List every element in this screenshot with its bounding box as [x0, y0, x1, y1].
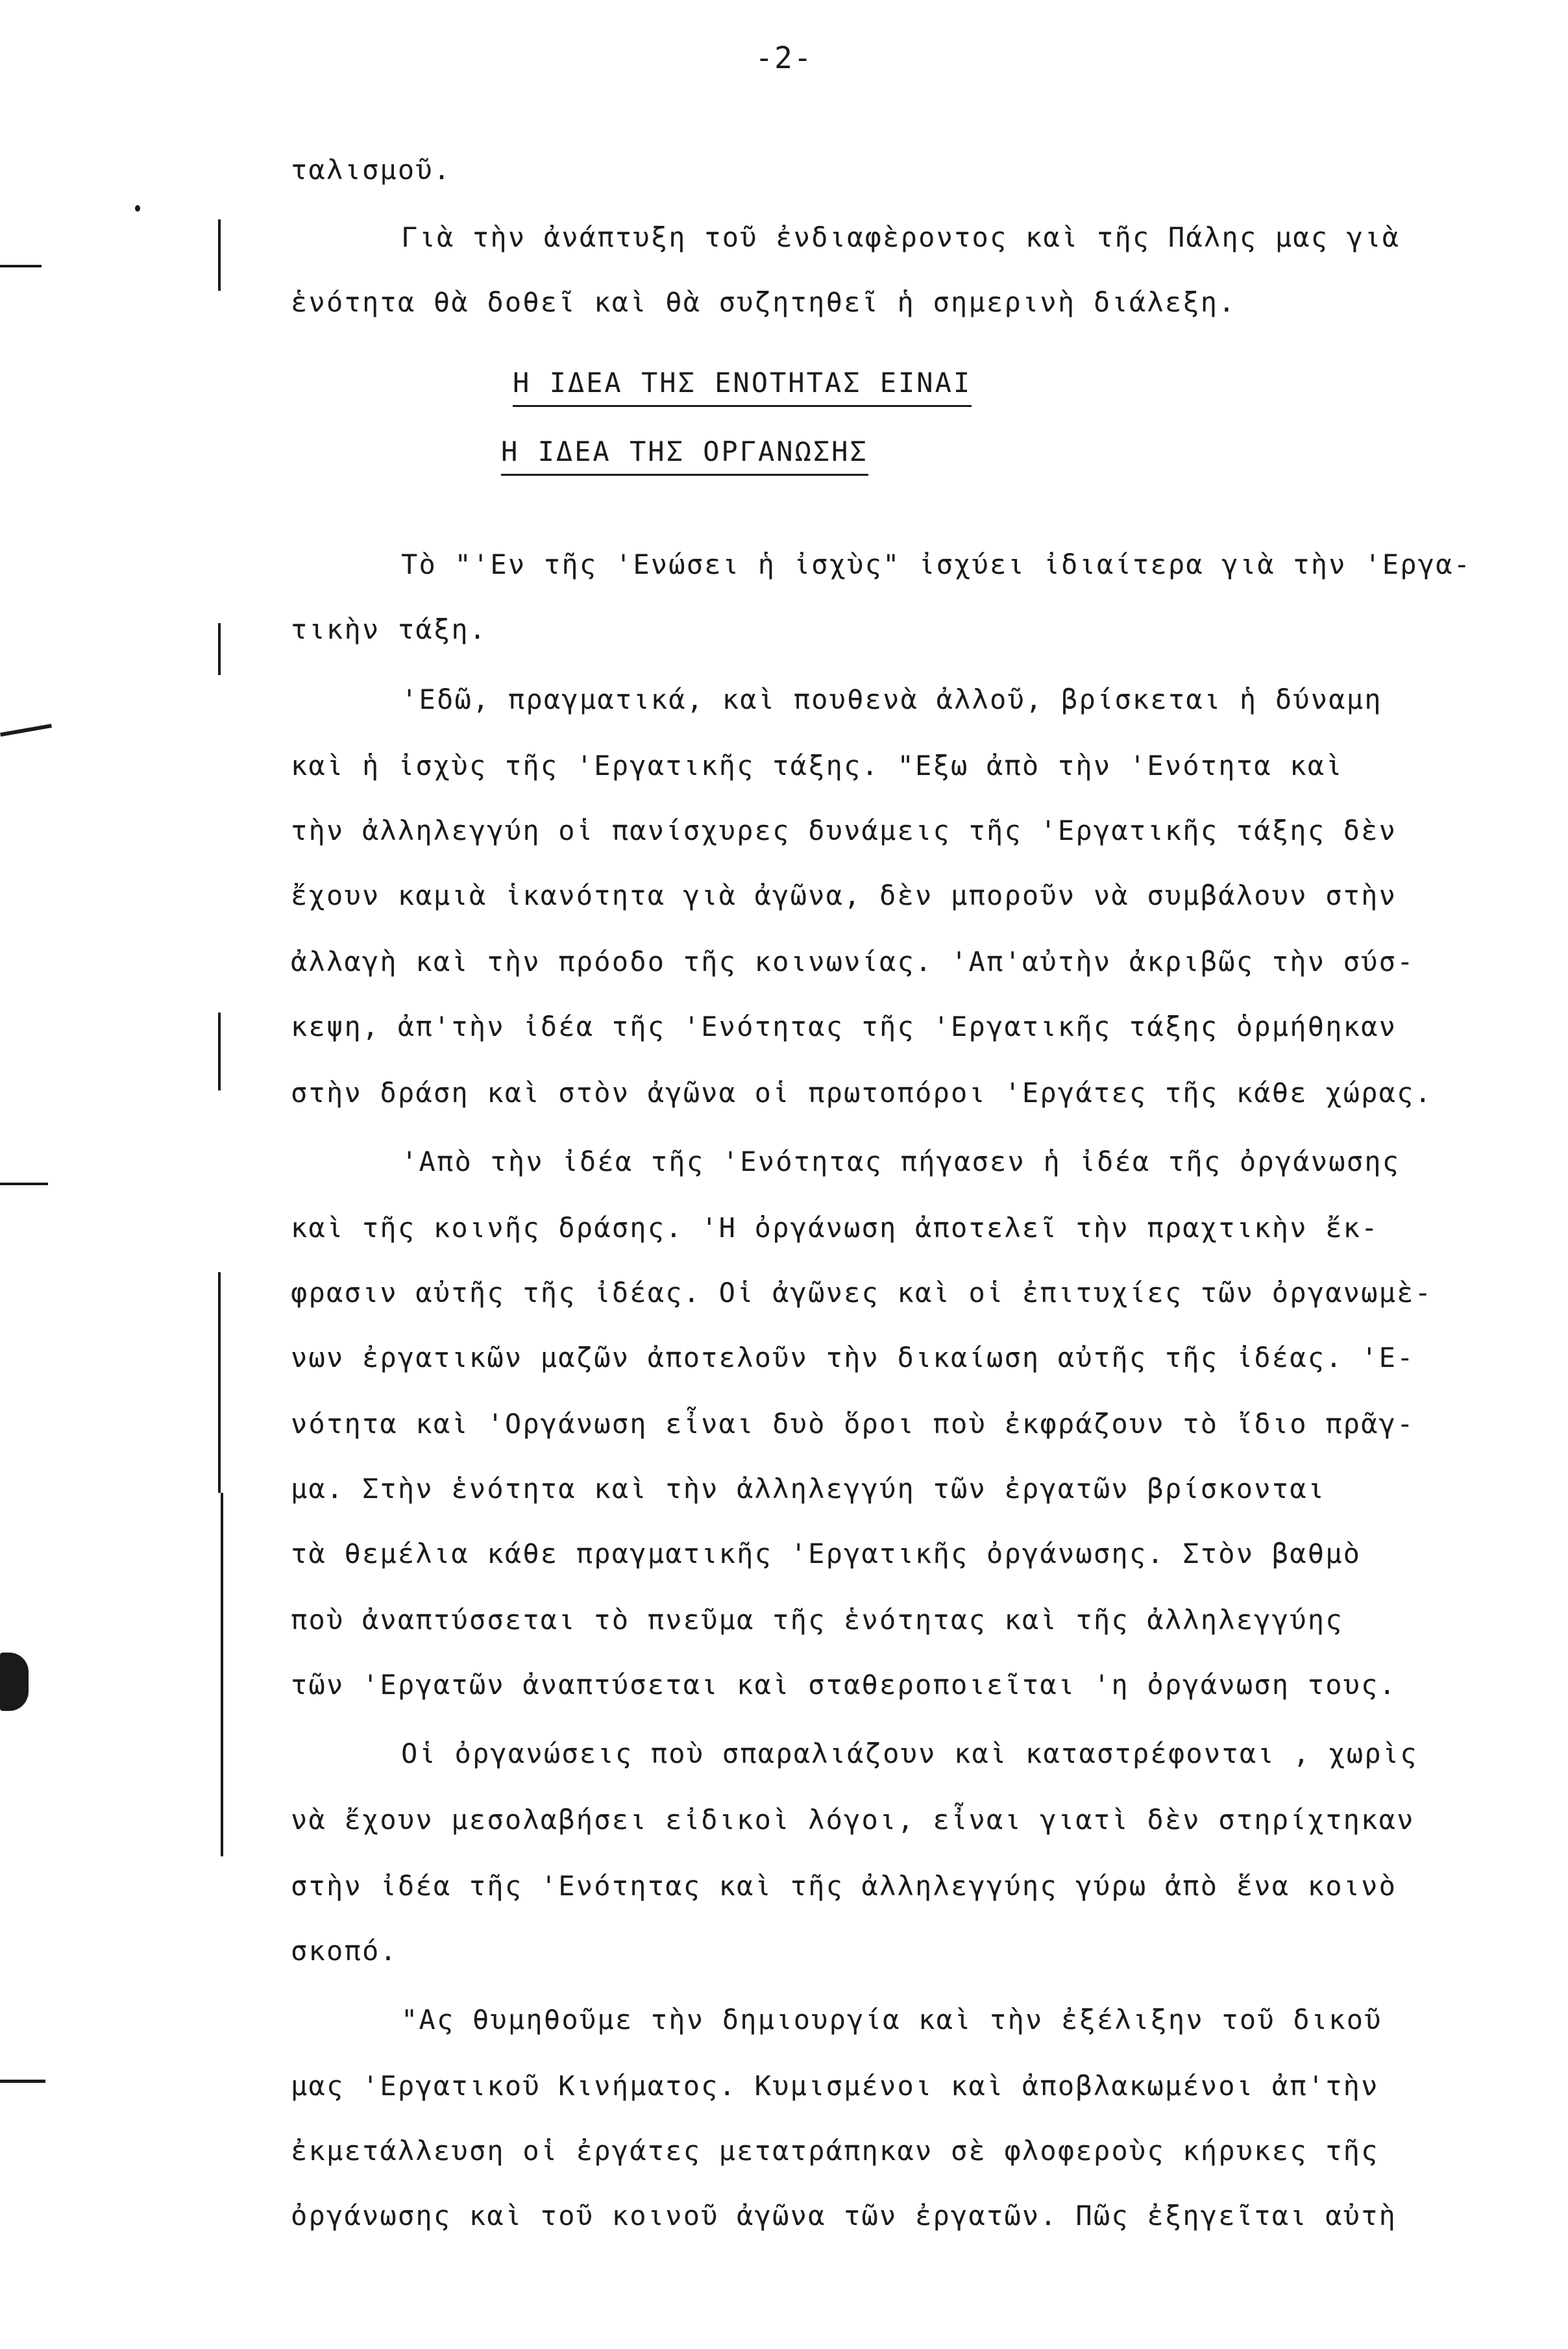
body-line: μας 'Εργατικοῦ Κινήματος. Κυμισμένοι καὶ ἀποβλακωμένοι ἀπ'τὴν [291, 2070, 1379, 2102]
body-line: "Ας θυμηθοῦμε τὴν δημιουργία καὶ τὴν ἐξέλιξην τοῦ δικοῦ [401, 2004, 1382, 2035]
body-line: 'Απὸ τὴν ἰδέα τῆς 'Ενότητας πήγασεν ἡ ἰδέα τῆς ὀργάνωσης [401, 1146, 1401, 1177]
body-line: ταλισμοῦ. [291, 154, 452, 186]
body-line: νων ἐργατικῶν μαζῶν ἀποτελοῦν τὴν δικαίωση αὐτῆς τῆς ἰδέας. 'Ε- [291, 1342, 1415, 1373]
body-line: τὴν ἀλληλεγγύη οἱ πανίσχυρες δυνάμεις τῆς 'Εργατικῆς τάξης δὲν [291, 815, 1397, 846]
body-line: ποὺ ἀναπτύσσεται τὸ πνεῦμα τῆς ἑνότητας καὶ τῆς ἀλληλεγγύης [291, 1604, 1343, 1636]
body-line: κεψη, ἀπ'τὴν ἰδέα τῆς 'Ενότητας τῆς 'Εργατικῆς τάξης ὁρμήθηκαν [291, 1011, 1397, 1042]
margin-mark [0, 1183, 48, 1185]
margin-mark [0, 1653, 29, 1711]
body-line: καὶ ἡ ἰσχὺς τῆς 'Εργατικῆς τάξης. "Εξω ἀπὸ τὴν 'Ενότητα καὶ [291, 750, 1343, 781]
body-line: τὰ θεμέλια κάθε πραγματικῆς 'Εργατικῆς ὀργάνωσης. Στὸν βαθμὸ [291, 1538, 1362, 1569]
body-line: ἀλλαγὴ καὶ τὴν πρόοδο τῆς κοινωνίας. 'Απ'αὐτὴν ἀκριβῶς τὴν σύσ- [291, 946, 1415, 978]
margin-mark [218, 1013, 221, 1090]
margin-mark [0, 724, 52, 737]
body-line: νότητα καὶ 'Οργάνωση εἶναι δυὸ ὅροι ποὺ ἐκφράζουν τὸ ἴδιο πρᾶγ- [291, 1408, 1415, 1440]
margin-mark [218, 623, 221, 675]
body-line: σκοπό. [291, 1935, 398, 1967]
margin-mark [0, 265, 42, 267]
body-line: τικὴν τάξη. [291, 613, 487, 645]
body-line: στὴν δράση καὶ στὸν ἀγῶνα οἱ πρωτοπόροι 'Εργάτες τῆς κάθε χώρας. [291, 1077, 1433, 1109]
section-heading: Η ΙΔΕΑ ΤΗΣ ΕΝΟΤΗΤΑΣ ΕΙΝΑΙ [513, 363, 972, 407]
body-line: ἐκμετάλλευση οἱ ἐργάτες μετατράπηκαν σὲ φλοφεροὺς κήρυκες τῆς [291, 2135, 1379, 2167]
body-line: τῶν 'Εργατῶν ἀναπτύσεται καὶ σταθεροποιεῖται 'η ὀργάνωση τους. [291, 1669, 1397, 1701]
body-line: μα. Στὴν ἑνότητα καὶ τὴν ἀλληλεγγύη τῶν ἐργατῶν βρίσκονται [291, 1473, 1326, 1505]
body-line: Οἱ ὀργανώσεις ποὺ σπαραλιάζουν καὶ καταστρέφονται , χωρὶς [401, 1738, 1418, 1769]
body-line: Γιὰ τὴν ἀνάπτυξη τοῦ ἐνδιαφὲροντος καὶ τῆς Πάλης μας γιὰ [401, 221, 1401, 253]
body-line: 'Εδῶ, πραγματικά, καὶ πουθενὰ ἀλλοῦ, βρίσκεται ἡ δύναμη [401, 683, 1382, 715]
margin-mark [135, 205, 140, 212]
margin-mark [0, 2080, 45, 2083]
body-line: ἔχουν καμιὰ ἱκανότητα γιὰ ἀγῶνα, δὲν μποροῦν νὰ συμβάλουν στὴν [291, 879, 1397, 911]
body-line: στὴν ἰδέα τῆς 'Ενότητας καὶ τῆς ἀλληλεγγύης γύρω ἀπὸ ἕνα κοινὸ [291, 1870, 1397, 1902]
page-number: -2- [755, 40, 813, 75]
margin-mark [218, 1272, 221, 1493]
section-heading: Η ΙΔΕΑ ΤΗΣ ΟΡΓΑΝΩΣΗΣ [501, 432, 868, 476]
body-line: ὀργάνωσης καὶ τοῦ κοινοῦ ἀγῶνα τῶν ἐργατῶν. Πῶς ἐξηγεῖται αὐτὴ [291, 2200, 1397, 2232]
body-line: καὶ τῆς κοινῆς δράσης. 'Η ὀργάνωση ἀποτελεῖ τὴν πραχτικὴν ἔκ- [291, 1212, 1379, 1244]
body-line: ἑνότητα θὰ δοθεῖ καὶ θὰ συζητηθεῖ ἡ σημερινὴ διάλεξη. [291, 286, 1236, 318]
body-line: φρασιν αὐτῆς τῆς ἰδέας. Οἱ ἀγῶνες καὶ οἱ ἐπιτυχίες τῶν ὀργανωμὲ- [291, 1277, 1433, 1309]
margin-mark [218, 219, 221, 291]
margin-mark [221, 1493, 223, 1856]
body-line: νὰ ἔχουν μεσολαβήσει εἰδικοὶ λόγοι, εἶναι γιατὶ δὲν στηρίχτηκαν [291, 1804, 1415, 1836]
body-line: Τὸ "'Εν τῆς 'Ενώσει ἡ ἰσχὺς" ἰσχύει ἰδιαίτερα γιὰ τὴν 'Εργα- [401, 548, 1472, 580]
